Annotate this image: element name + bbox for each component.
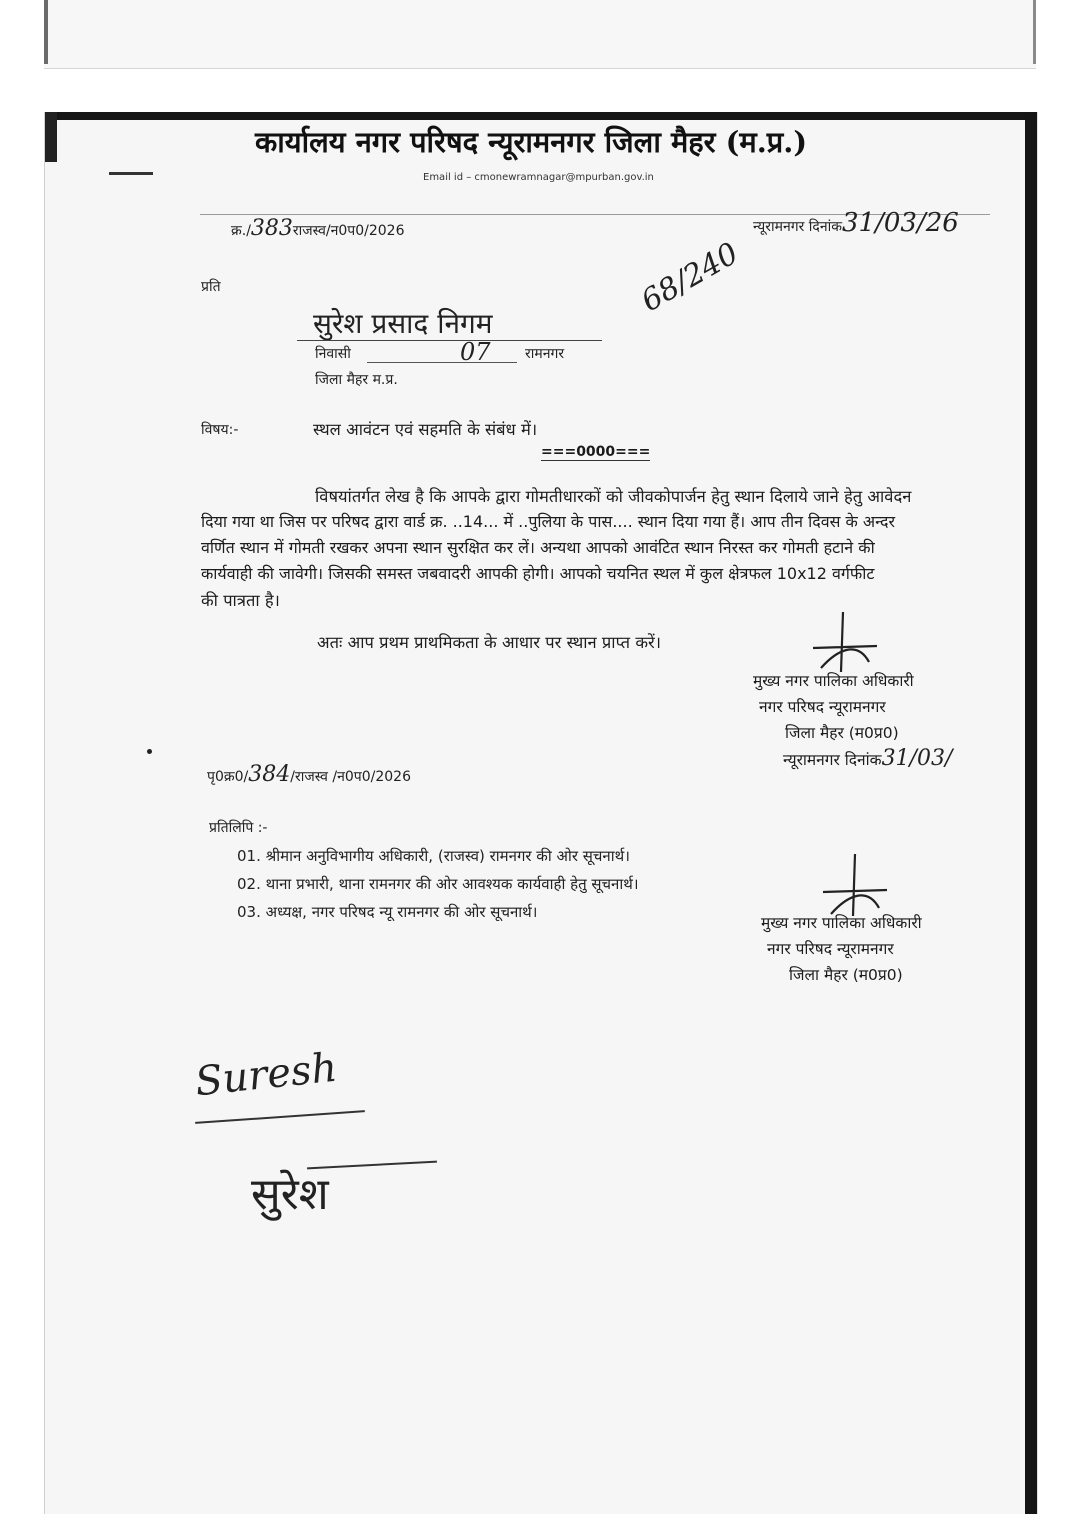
body-line-2: दिया गया था जिस पर परिषद द्वारा वार्ड क्र. ..14... में ..पुलिया के पास.... स्थान दिया गया हैं। आप तीन दिवस के अन्दर: [201, 512, 896, 531]
subject-label: विषय:-: [201, 422, 239, 438]
top-image-strip: [44, 0, 1036, 69]
signatory-1-block: [753, 668, 952, 773]
ward-number: 07: [460, 338, 491, 366]
subject-text: स्थल आवंटन एवं सहमति के संबंध में।: [313, 420, 538, 439]
sig1-district: जिला मैहर (म0प्र0): [785, 724, 899, 742]
copy-to-item-2: 02. थाना प्रभारी, थाना रामनगर की ओर आवश्यक कार्यवाही हेतु सूचनार्थ।: [237, 875, 639, 893]
body-line-1: विषयांतर्गत लेख है कि आपके द्वारा गोमतीधारकों को जीवकोपार्जन हेतु स्थान दिलाये जाने हेतु आवेदन: [315, 487, 912, 506]
ref-suffix: राजस्व/न0प0/2026: [292, 223, 405, 239]
sig2-district: जिला मैहर (म0प्र0): [789, 966, 903, 984]
copy-to-item-1: 01. श्रीमान अनुविभागीय अधिकारी, (राजस्व) रामनगर की ओर सूचनार्थ।: [237, 847, 630, 865]
signatory-2-block: [761, 910, 922, 988]
scan-edge-top: [45, 112, 1037, 120]
scan-edge-left: [45, 112, 57, 162]
sig1-date-label: न्यूरामनगर दिनांक: [783, 751, 882, 769]
ref-prefix: क्र./: [231, 223, 251, 239]
body-line-3: वर्णित स्थान में गोमती रखकर अपना स्थान सुरक्षित कर लें। अन्यथा आपको आवंटित स्थान निरस्त कर गोमती हटाने की: [201, 538, 875, 557]
district-name: जिला मैहर म.प्र.: [315, 372, 398, 388]
margin-mark: [109, 172, 153, 175]
ref-date-handwritten: 31/03/26: [842, 208, 959, 238]
sig1-designation: मुख्य नगर पालिका अधिकारी: [753, 672, 914, 690]
prati-label: प्रति: [201, 279, 221, 295]
endorsement-number: [207, 762, 411, 787]
letter-page: [44, 112, 1038, 1514]
scan-edge-right: [1025, 112, 1037, 1514]
body-line-4: कार्यवाही की जावेगी। जिसकी समस्त जबवादरी आपकी होगी। आपको चयनित स्थल में कुल क्षेत्रफल 10x12 वर्गफीट: [201, 564, 875, 583]
residence-label: निवासी: [315, 346, 351, 362]
strip-left-edge: [44, 0, 48, 64]
receipt-signature-2: सुरेश: [251, 1169, 329, 1220]
copy-to-label: प्रतिलिपि :-: [209, 820, 268, 836]
stray-dot: [147, 749, 152, 754]
sig1-office: नगर परिषद न्यूरामनगर: [759, 698, 886, 716]
reference-date: [753, 208, 959, 238]
town-name: रामनगर: [525, 346, 565, 362]
body-line-5: की पात्रता है।: [201, 591, 280, 610]
officer-signature-1: [807, 610, 887, 676]
subject-separator: ===0000===: [541, 444, 651, 460]
reference-number: [231, 216, 405, 241]
office-title: कार्यालय नगर परिषद न्यूरामनगर जिला मैहर (म.प्र.): [255, 125, 808, 159]
receipt-signature-1: Suresh: [192, 1044, 340, 1106]
endorse-number-handwritten: 384: [248, 762, 291, 787]
closing-line: अतः आप प्रथम प्राथमिकता के आधार पर स्थान प्राप्त करें।: [317, 633, 661, 652]
receipt-sig1-underline: [195, 1110, 365, 1124]
recipient-name: सुरेश प्रसाद निगम: [313, 307, 493, 340]
sig2-designation: मुख्य नगर पालिका अधिकारी: [761, 914, 922, 932]
residence-blank-line: [367, 362, 517, 363]
copy-to-item-3: 03. अध्यक्ष, नगर परिषद न्यू रामनगर की ओर सूचनार्थ।: [237, 903, 538, 921]
ref-date-label: न्यूरामनगर दिनांक: [753, 219, 843, 235]
endorse-suffix: /राजस्व /न0प0/2026: [290, 769, 411, 785]
sig2-office: नगर परिषद न्यूरामनगर: [767, 940, 894, 958]
sig1-date-handwritten: 31/03/: [881, 746, 953, 771]
ref-number-handwritten: 383: [250, 216, 293, 241]
endorse-prefix: पृ0क्र0/: [207, 769, 249, 785]
email-line: Email id – cmonewramnagar@mpurban.gov.in: [423, 172, 654, 183]
margin-note: 68/240: [635, 235, 745, 319]
name-underline: [297, 340, 602, 341]
sig1-date-row: [753, 746, 952, 773]
strip-right-edge: [1033, 0, 1036, 64]
